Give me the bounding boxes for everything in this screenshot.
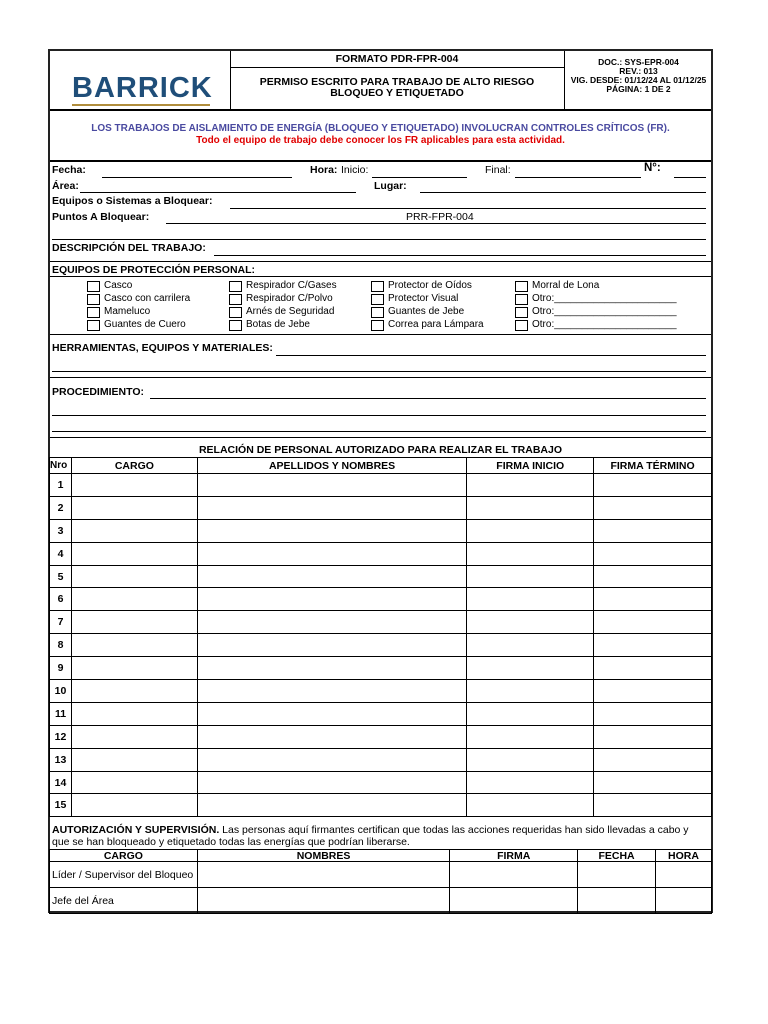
row-number: 11	[50, 702, 72, 725]
epp-checkbox[interactable]	[87, 307, 100, 318]
firma-inicio-cell[interactable]	[467, 725, 594, 748]
autorizacion-title: AUTORIZACIÓN Y SUPERVISIÓN.	[52, 824, 220, 836]
cargo-cell[interactable]	[71, 771, 197, 794]
cargo-cell[interactable]	[71, 794, 197, 817]
numero-label: N°:	[644, 162, 661, 174]
row-number: 6	[50, 588, 72, 611]
epp-checkbox[interactable]	[515, 320, 528, 331]
epp-checkbox[interactable]	[229, 320, 242, 331]
firma-inicio-cell[interactable]	[467, 794, 594, 817]
personal-table	[49, 457, 712, 817]
procedimiento-label: PROCEDIMIENTO:	[52, 386, 144, 398]
epp-label: Arnés de Seguridad	[246, 306, 335, 317]
firma-inicio-cell[interactable]	[467, 519, 594, 542]
autorizacion-text	[52, 825, 710, 848]
table-row	[50, 542, 712, 565]
auth-header-firma: FIRMA	[450, 850, 578, 862]
auth-row-cargo: Jefe del Área	[50, 888, 198, 914]
doc-code: DOC.: SYS-EPR-004	[598, 57, 679, 67]
table-row	[50, 496, 712, 519]
row-number: 7	[50, 611, 72, 634]
epp-checkbox[interactable]	[229, 294, 242, 305]
nombres-cell[interactable]	[197, 634, 467, 657]
nombres-cell[interactable]	[197, 496, 467, 519]
table-row	[50, 725, 712, 748]
autorizacion-text2: que se han bloqueado y etiquetado todas las energías que podrían liberarse.	[52, 835, 410, 848]
firma-termino-cell[interactable]	[594, 725, 712, 748]
firma-inicio-cell[interactable]	[467, 657, 594, 680]
firma-inicio-cell[interactable]	[467, 634, 594, 657]
nombres-cell[interactable]	[197, 611, 467, 634]
row-number: 2	[50, 496, 72, 519]
fecha-label: Fecha:	[52, 164, 86, 176]
puntos-value: PRR-FPR-004	[406, 211, 474, 223]
nombres-cell[interactable]	[197, 474, 467, 497]
nombres-cell[interactable]	[197, 680, 467, 703]
final-label: Final:	[485, 164, 511, 176]
descripcion-label: DESCRIPCIÓN DEL TRABAJO:	[52, 242, 206, 254]
epp-title: EQUIPOS DE PROTECCIÓN PERSONAL:	[52, 264, 256, 276]
table-row	[50, 474, 712, 497]
epp-checkbox[interactable]	[515, 294, 528, 305]
inicio-field[interactable]	[372, 177, 467, 178]
auth-row-fecha[interactable]	[578, 862, 656, 888]
form-frame	[48, 49, 713, 913]
notice-line1: LOS TRABAJOS DE AISLAMIENTO DE ENERGÍA (BLOQUEO Y ETIQUETADO) INVOLUCRAN CONTROLES CRÍTICOS (FR).	[91, 123, 670, 134]
epp-label: Mameluco	[104, 306, 151, 317]
logo-text: BARRICK	[72, 72, 213, 104]
table-row	[50, 794, 712, 817]
firma-termino-cell[interactable]	[594, 588, 712, 611]
firma-termino-cell[interactable]	[594, 611, 712, 634]
epp-label: Morral de Lona	[532, 280, 600, 291]
logo	[72, 73, 212, 109]
area-label: Área:	[52, 180, 79, 192]
nombres-cell[interactable]	[197, 794, 467, 817]
descripcion-field[interactable]	[214, 255, 706, 256]
cargo-cell[interactable]	[71, 588, 197, 611]
row-number: 8	[50, 634, 72, 657]
numero-field[interactable]	[674, 177, 706, 178]
table-row	[50, 657, 712, 680]
area-field[interactable]	[80, 192, 356, 193]
epp-label: Otro:______________________	[532, 293, 677, 304]
row-number: 3	[50, 519, 72, 542]
epp-label: Protector Visual	[388, 293, 459, 304]
logo-underline	[72, 104, 210, 106]
row-number: 15	[50, 794, 72, 817]
epp-checkbox[interactable]	[371, 294, 384, 305]
auth-row-cargo: Líder / Supervisor del Bloqueo	[50, 862, 198, 888]
header-firma-termino: FIRMA TÉRMINO	[594, 458, 712, 474]
cargo-cell[interactable]	[71, 680, 197, 703]
auth-header-cargo: CARGO	[50, 850, 198, 862]
nombres-cell[interactable]	[197, 748, 467, 771]
inicio-label: Inicio:	[341, 164, 369, 176]
epp-checkbox[interactable]	[515, 281, 528, 292]
table-row	[50, 702, 712, 725]
firma-termino-cell[interactable]	[594, 565, 712, 588]
puntos-field[interactable]	[166, 223, 706, 224]
epp-label: Protector de Oídos	[388, 280, 472, 291]
firma-termino-cell[interactable]	[594, 542, 712, 565]
epp-label: Botas de Jebe	[246, 319, 310, 330]
notice-line2: Todo el equipo de trabajo debe conocer los FR aplicables para esta actividad.	[196, 135, 565, 146]
epp-label: Respirador C/Gases	[246, 280, 337, 291]
nombres-cell[interactable]	[197, 542, 467, 565]
table-row	[50, 588, 712, 611]
auth-header-hora: HORA	[656, 850, 712, 862]
title-line1: PERMISO ESCRITO PARA TRABAJO DE ALTO RIESGO	[259, 76, 535, 88]
header-firma-inicio: FIRMA INICIO	[467, 458, 594, 474]
row-number: 14	[50, 771, 72, 794]
autorizacion-table	[49, 849, 712, 914]
epp-checkbox[interactable]	[371, 307, 384, 318]
table-row	[50, 565, 712, 588]
table-row	[50, 771, 712, 794]
firma-termino-cell[interactable]	[594, 748, 712, 771]
cargo-cell[interactable]	[71, 634, 197, 657]
epp-checkbox[interactable]	[87, 320, 100, 331]
row-number: 12	[50, 725, 72, 748]
personal-title: RELACIÓN DE PERSONAL AUTORIZADO PARA REALIZAR EL TRABAJO	[198, 444, 563, 456]
cargo-cell[interactable]	[71, 748, 197, 771]
epp-checkbox[interactable]	[371, 320, 384, 331]
cargo-cell[interactable]	[71, 496, 197, 519]
table-row	[50, 634, 712, 657]
table-row	[50, 519, 712, 542]
auth-row-nombres[interactable]	[197, 862, 450, 888]
nombres-cell[interactable]	[197, 702, 467, 725]
lugar-field[interactable]	[420, 192, 706, 193]
epp-checkbox[interactable]	[229, 281, 242, 292]
epp-checkbox[interactable]	[87, 281, 100, 292]
equipos-field[interactable]	[230, 208, 706, 209]
auth-row-hora[interactable]	[656, 888, 712, 914]
equipos-label: Equipos o Sistemas a Bloquear:	[52, 195, 213, 207]
epp-label: Guantes de Cuero	[104, 319, 186, 330]
row-number: 9	[50, 657, 72, 680]
row-number: 4	[50, 542, 72, 565]
nombres-cell[interactable]	[197, 725, 467, 748]
nombres-cell[interactable]	[197, 588, 467, 611]
final-field[interactable]	[515, 177, 641, 178]
firma-inicio-cell[interactable]	[467, 748, 594, 771]
table-row	[50, 748, 712, 771]
auth-row-nombres[interactable]	[197, 888, 450, 914]
epp-label: Guantes de Jebe	[388, 306, 465, 317]
auth-header-nombres: NOMBRES	[197, 850, 450, 862]
firma-termino-cell[interactable]	[594, 771, 712, 794]
pagina: PÁGINA: 1 DE 2	[606, 84, 671, 94]
lugar-label: Lugar:	[374, 180, 407, 192]
fecha-field[interactable]	[102, 177, 292, 178]
rev: REV.: 013	[619, 66, 658, 76]
epp-checkbox[interactable]	[87, 294, 100, 305]
table-row	[50, 680, 712, 703]
firma-termino-cell[interactable]	[594, 496, 712, 519]
firma-termino-cell[interactable]	[594, 634, 712, 657]
firma-inicio-cell[interactable]	[467, 496, 594, 519]
cargo-cell[interactable]	[71, 702, 197, 725]
cargo-cell[interactable]	[71, 542, 197, 565]
epp-checkbox[interactable]	[371, 281, 384, 292]
firma-termino-cell[interactable]	[594, 474, 712, 497]
nombres-cell[interactable]	[197, 771, 467, 794]
firma-inicio-cell[interactable]	[467, 680, 594, 703]
header-nro: Nro	[50, 458, 72, 474]
epp-label: Correa para Lámpara	[388, 319, 484, 330]
firma-termino-cell[interactable]	[594, 519, 712, 542]
row-number: 5	[50, 565, 72, 588]
epp-label: Casco con carrilera	[104, 293, 191, 304]
auth-row-firma[interactable]	[450, 888, 578, 914]
auth-row-firma[interactable]	[450, 862, 578, 888]
firma-inicio-cell[interactable]	[467, 611, 594, 634]
firma-inicio-cell[interactable]	[467, 702, 594, 725]
title-line2: BLOQUEO Y ETIQUETADO	[330, 87, 464, 99]
format-code: FORMATO PDR-FPR-004	[335, 53, 459, 65]
auth-header-fecha: FECHA	[578, 850, 656, 862]
epp-checkbox[interactable]	[515, 307, 528, 318]
autorizacion-text1: Las personas aquí firmantes certifican que todas las acciones requeridas han sido llevadas a cabo y	[219, 824, 689, 836]
epp-checkbox[interactable]	[229, 307, 242, 318]
cargo-cell[interactable]	[71, 611, 197, 634]
header-apellidos: APELLIDOS Y NOMBRES	[197, 458, 467, 474]
auth-row-fecha[interactable]	[578, 888, 656, 914]
firma-termino-cell[interactable]	[594, 702, 712, 725]
epp-label: Otro:______________________	[532, 319, 677, 330]
nombres-cell[interactable]	[197, 565, 467, 588]
firma-inicio-cell[interactable]	[467, 565, 594, 588]
epp-label: Respirador C/Polvo	[246, 293, 333, 304]
firma-inicio-cell[interactable]	[467, 542, 594, 565]
epp-label: Casco	[104, 280, 133, 291]
cargo-cell[interactable]	[71, 519, 197, 542]
puntos-label: Puntos A Bloquear:	[52, 211, 150, 223]
auth-row-hora[interactable]	[656, 862, 712, 888]
row-number: 1	[50, 474, 72, 497]
table-row	[50, 611, 712, 634]
herramientas-label: HERRAMIENTAS, EQUIPOS Y MATERIALES:	[52, 342, 273, 354]
header-cargo: CARGO	[71, 458, 197, 474]
nombres-cell[interactable]	[197, 519, 467, 542]
firma-inicio-cell[interactable]	[467, 588, 594, 611]
procedimiento-field[interactable]	[150, 398, 706, 399]
cargo-cell[interactable]	[71, 565, 197, 588]
hora-label: Hora:	[310, 164, 338, 176]
cargo-cell[interactable]	[71, 474, 197, 497]
herramientas-field[interactable]	[276, 355, 706, 356]
vig: VIG. DESDE: 01/12/24 AL 01/12/25	[570, 75, 707, 85]
cargo-cell[interactable]	[71, 657, 197, 680]
nombres-cell[interactable]	[197, 657, 467, 680]
firma-termino-cell[interactable]	[594, 794, 712, 817]
firma-inicio-cell[interactable]	[467, 771, 594, 794]
epp-label: Otro:______________________	[532, 306, 677, 317]
firma-termino-cell[interactable]	[594, 657, 712, 680]
firma-inicio-cell[interactable]	[467, 474, 594, 497]
row-number: 10	[50, 680, 72, 703]
row-number: 13	[50, 748, 72, 771]
cargo-cell[interactable]	[71, 725, 197, 748]
firma-termino-cell[interactable]	[594, 680, 712, 703]
